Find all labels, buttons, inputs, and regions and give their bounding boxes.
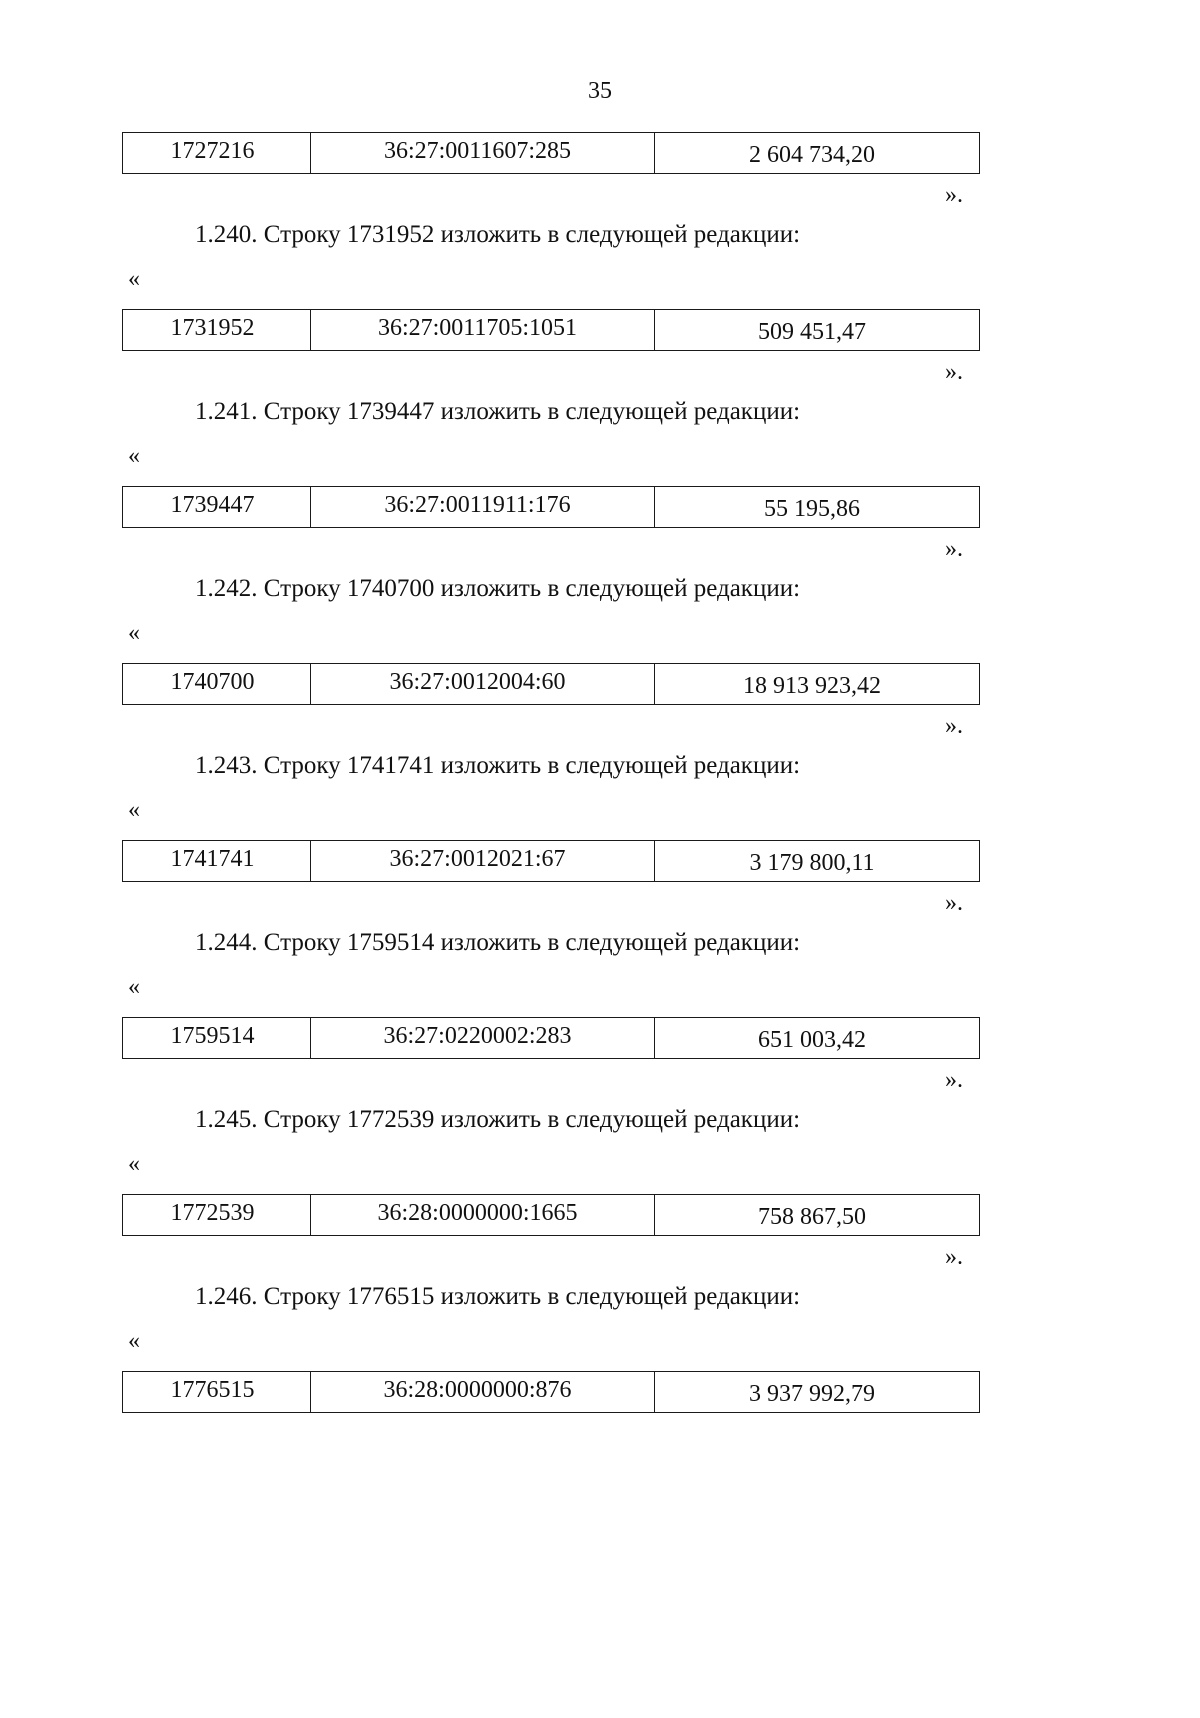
- closing-quote: ».: [945, 890, 963, 916]
- opening-quote: «: [128, 266, 140, 292]
- cadastral-number-cell: 36:27:0011607:285: [311, 133, 655, 173]
- value-cell: 3 179 800,11: [749, 850, 875, 876]
- value-cell: 651 003,42: [758, 1027, 866, 1053]
- value-cell: 55 195,86: [764, 496, 860, 522]
- value-cell: 2 604 734,20: [749, 142, 875, 168]
- row-number-cell: 1727216: [123, 133, 311, 173]
- amendment-paragraph: 1.241. Строку 1739447 изложить в следующей редакции:: [195, 398, 801, 425]
- table-row: [122, 132, 980, 174]
- table-row: [122, 1371, 980, 1413]
- closing-quote: ».: [945, 359, 963, 385]
- table-row: [122, 309, 980, 351]
- row-number-cell: 1759514: [123, 1018, 311, 1058]
- value-cell: 758 867,50: [758, 1204, 866, 1230]
- amendment-paragraph: 1.240. Строку 1731952 изложить в следующей редакции:: [195, 221, 801, 248]
- opening-quote: «: [128, 1151, 140, 1177]
- amendment-paragraph: 1.246. Строку 1776515 изложить в следующей редакции:: [195, 1283, 801, 1310]
- page-number: 35: [588, 78, 612, 104]
- row-number-cell: 1740700: [123, 664, 311, 704]
- row-number-cell: 1739447: [123, 487, 311, 527]
- row-number-cell: 1776515: [123, 1372, 311, 1412]
- value-cell: 509 451,47: [758, 319, 866, 345]
- cadastral-number-cell: 36:27:0012004:60: [311, 664, 655, 704]
- table-row: [122, 1194, 980, 1236]
- cadastral-number-cell: 36:28:0000000:1665: [311, 1195, 655, 1235]
- table-row: [122, 486, 980, 528]
- closing-quote: ».: [945, 1067, 963, 1093]
- cadastral-number-cell: 36:27:0012021:67: [311, 841, 655, 881]
- value-cell: 3 937 992,79: [749, 1381, 875, 1407]
- value-cell: 18 913 923,42: [743, 673, 881, 699]
- opening-quote: «: [128, 797, 140, 823]
- closing-quote: ».: [945, 713, 963, 739]
- table-row: [122, 840, 980, 882]
- row-number-cell: 1741741: [123, 841, 311, 881]
- amendment-paragraph: 1.243. Строку 1741741 изложить в следующей редакции:: [195, 752, 801, 779]
- cadastral-number-cell: 36:27:0011911:176: [311, 487, 655, 527]
- opening-quote: «: [128, 620, 140, 646]
- cadastral-number-cell: 36:27:0011705:1051: [311, 310, 655, 350]
- row-number-cell: 1772539: [123, 1195, 311, 1235]
- opening-quote: «: [128, 974, 140, 1000]
- opening-quote: «: [128, 443, 140, 469]
- cadastral-number-cell: 36:27:0220002:283: [311, 1018, 655, 1058]
- table-row: [122, 663, 980, 705]
- closing-quote: ».: [945, 182, 963, 208]
- row-number-cell: 1731952: [123, 310, 311, 350]
- opening-quote: «: [128, 1328, 140, 1354]
- table-row: [122, 1017, 980, 1059]
- amendment-paragraph: 1.242. Строку 1740700 изложить в следующей редакции:: [195, 575, 801, 602]
- cadastral-number-cell: 36:28:0000000:876: [311, 1372, 655, 1412]
- closing-quote: ».: [945, 536, 963, 562]
- amendment-paragraph: 1.244. Строку 1759514 изложить в следующей редакции:: [195, 929, 801, 956]
- amendment-paragraph: 1.245. Строку 1772539 изложить в следующей редакции:: [195, 1106, 801, 1133]
- closing-quote: ».: [945, 1244, 963, 1270]
